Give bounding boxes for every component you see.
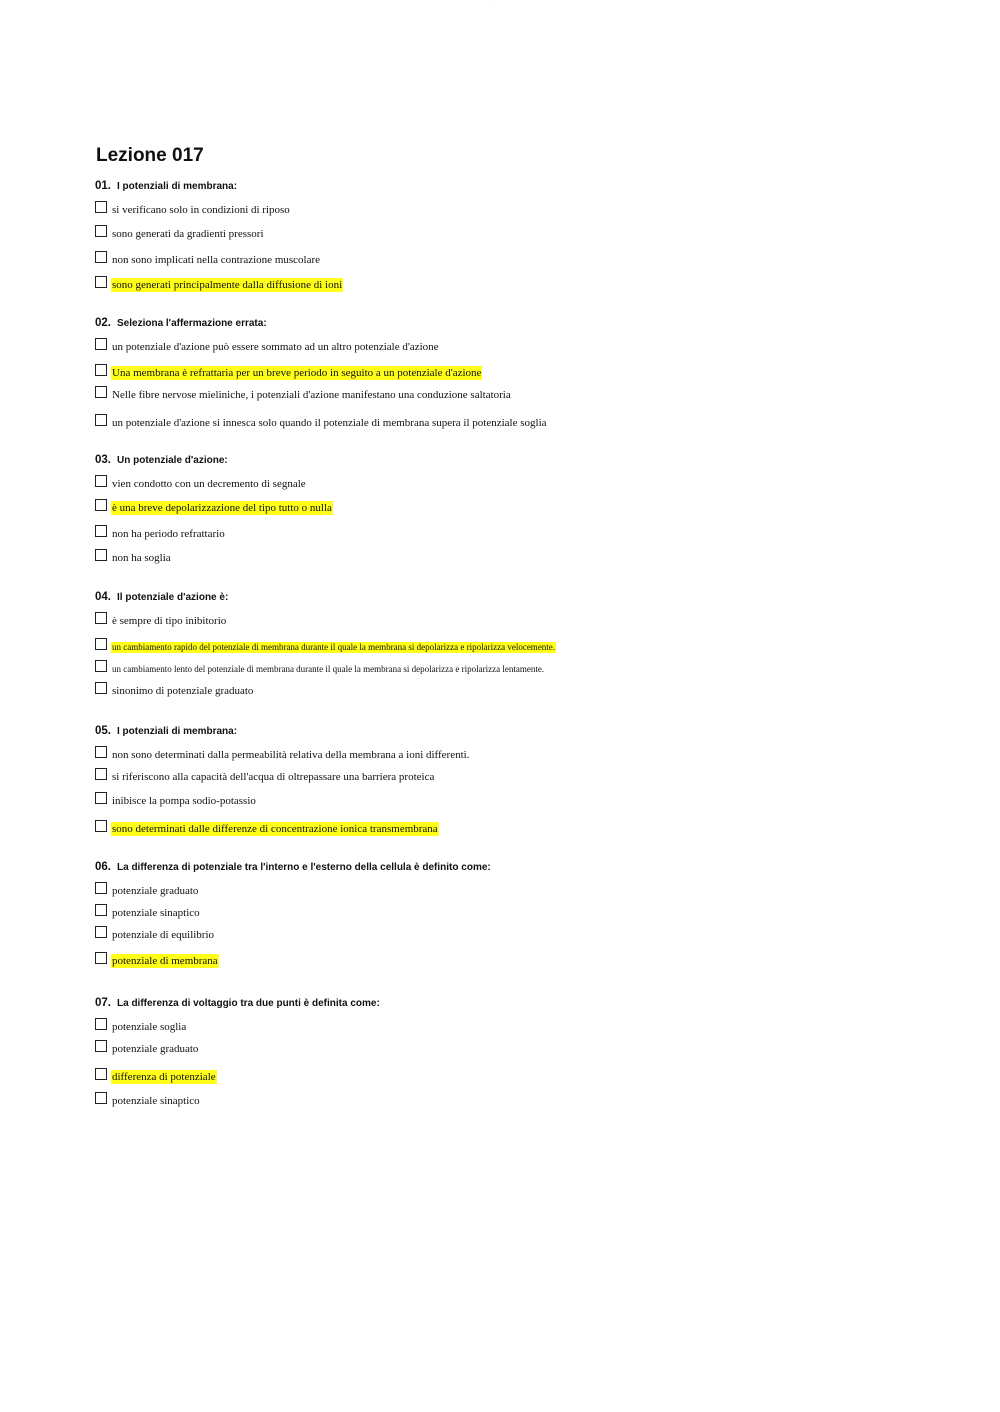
question-1 [95,177,343,291]
lesson-title: Lezione 017 [96,145,204,166]
checkbox[interactable] [95,549,107,561]
checkbox[interactable] [95,338,107,350]
question-2 [95,314,547,429]
answer-text: inibisce la pompa sodio-potassio [112,795,256,807]
answer-text: sono generati da gradienti pressori [112,228,264,240]
correct-answer-text: è una breve depolarizzazione del tipo tutto o nulla [112,502,332,514]
question-number: 03. [95,454,111,466]
checkbox[interactable] [95,638,107,650]
answer-text: non ha soglia [112,552,171,564]
checkbox[interactable] [95,276,107,288]
question-text: I potenziali di membrana: [117,726,238,737]
checkbox[interactable] [95,882,107,894]
correct-answer-text: differenza di potenziale [112,1071,216,1083]
checkbox[interactable] [95,952,107,964]
answer-text: non ha periodo refrattario [112,528,225,540]
answer-text: potenziale sinaptico [112,1095,200,1107]
checkbox[interactable] [95,225,107,237]
answer-text: Nelle fibre nervose mieliniche, i potenziali d'azione manifestano una conduzione saltatoria [112,389,511,401]
question-4 [95,588,556,697]
question-number: 04. [95,591,111,603]
correct-answer-text: sono determinati dalle differenze di concentrazione ionica transmembrana [112,823,438,835]
question-heading [95,858,491,876]
checkbox[interactable] [95,364,107,376]
checkbox[interactable] [95,201,107,213]
question-heading [95,722,237,740]
answer-text: potenziale soglia [112,1021,187,1033]
correct-answer-text: un cambiamento rapido del potenziale di membrana durante il quale la membrana si depolarizza e ripolarizza velocemente. [112,642,556,652]
question-number: 06. [95,861,111,873]
question-text: I potenziali di membrana: [117,181,238,192]
question-text: La differenza di potenziale tra l'interno e l'esterno della cellula è definito come: [117,862,491,873]
checkbox[interactable] [95,612,107,624]
checkbox[interactable] [95,746,107,758]
checkbox[interactable] [95,792,107,804]
question-heading [95,588,228,606]
question-text: Seleziona l'affermazione errata: [117,318,267,329]
header-mark: · · · · · [490,0,499,4]
question-text: Il potenziale d'azione è: [117,592,229,603]
answer-text: un cambiamento lento del potenziale di membrana durante il quale la membrana si depolarizza e ripolarizza lentamente. [112,664,545,674]
answer-text: non sono determinati dalla permeabilità relativa della membrana a ioni differenti. [112,749,470,761]
checkbox[interactable] [95,499,107,511]
checkbox[interactable] [95,251,107,263]
question-6 [95,858,491,967]
answer-text: potenziale sinaptico [112,907,200,919]
checkbox[interactable] [95,1018,107,1030]
checkbox[interactable] [95,475,107,487]
answer-text: vien condotto con un decremento di segnale [112,478,306,490]
question-number: 05. [95,725,111,737]
checkbox[interactable] [95,1040,107,1052]
checkbox[interactable] [95,386,107,398]
checkbox[interactable] [95,660,107,672]
question-7 [95,994,380,1107]
question-3 [95,451,332,564]
checkbox[interactable] [95,904,107,916]
correct-answer-text: potenziale di membrana [112,955,218,967]
question-number: 01. [95,180,111,192]
checkbox[interactable] [95,414,107,426]
answer-text: sinonimo di potenziale graduato [112,685,254,697]
question-heading [95,994,380,1012]
answer-text: è sempre di tipo inibitorio [112,615,227,627]
checkbox[interactable] [95,1092,107,1104]
answer-text: potenziale di equilibrio [112,929,215,941]
correct-answer-text: Una membrana è refrattaria per un breve periodo in seguito a un potenziale d'azione [112,367,482,379]
answer-text: un potenziale d'azione si innesca solo quando il potenziale di membrana supera il potenziale soglia [112,417,547,429]
question-number: 07. [95,997,111,1009]
question-number: 02. [95,317,111,329]
answer-text: un potenziale d'azione può essere sommato ad un altro potenziale d'azione [112,341,439,353]
question-text: Un potenziale d'azione: [117,455,228,466]
question-text: La differenza di voltaggio tra due punti è definita come: [117,998,380,1009]
question-heading [95,314,267,332]
answer-text: si verificano solo in condizioni di riposo [112,204,290,216]
checkbox[interactable] [95,926,107,938]
checkbox[interactable] [95,1068,107,1080]
answer-text: potenziale graduato [112,885,199,897]
question-heading [95,451,228,469]
correct-answer-text: sono generati principalmente dalla diffusione di ioni [112,279,343,291]
checkbox[interactable] [95,525,107,537]
question-5 [95,722,470,835]
checkbox[interactable] [95,682,107,694]
answer-text: si riferiscono alla capacità dell'acqua di oltrepassare una barriera proteica [112,771,435,783]
answer-text: non sono implicati nella contrazione muscolare [112,254,321,266]
question-heading [95,177,237,195]
checkbox[interactable] [95,768,107,780]
answer-text: potenziale graduato [112,1043,199,1055]
checkbox[interactable] [95,820,107,832]
